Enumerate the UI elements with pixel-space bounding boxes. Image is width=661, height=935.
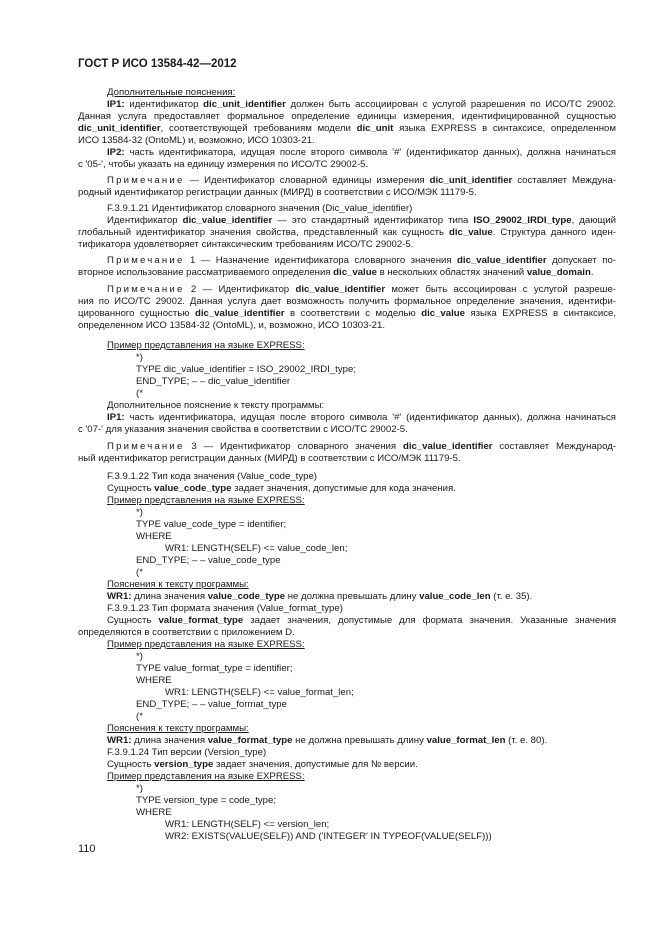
example-heading: Пример представления на языке EXPRESS:	[107, 495, 305, 506]
code-line: WR1: LENGTH(SELF) <= value_format_len;	[165, 687, 354, 698]
note-line: родный идентификатор регистрации данных (МИРД) в соответствии с ИСО/МЭК 11179-5.	[78, 187, 477, 198]
explanation-heading: Дополнительное пояснение к тексту программы:	[107, 400, 325, 411]
explanation-heading: Пояснения к тексту программы:	[107, 579, 249, 590]
code-line: WHERE	[136, 675, 172, 686]
ip2-line: IP2: часть идентификатора, идущая после второго символа '#' (идентификатор данных), должна начинаться	[107, 147, 616, 158]
code-line: WR1: LENGTH(SELF) <= version_len;	[165, 819, 330, 830]
text-line: тификатора удовлетворяет синтаксическим требованиям ИСО/ТС 29002-5.	[78, 239, 414, 250]
note-line: вторное использование рассматриваемого определения dic_value в нескольких областях значений value_domain.	[78, 267, 594, 278]
section-title: F.3.9.1.23 Тип формата значения (Value_format_type)	[107, 603, 343, 614]
note-line: цированного сущностью dic_value_identifier в соответствии с моделью dic_value языка EXPRESS в синтаксисе,	[78, 308, 616, 319]
note-line: Примечание 3 — Идентификатор словарного значения dic_value_identifier составляет Международ-	[107, 441, 616, 452]
text-line: dic_unit_identifier, соответствующей требованиям модели dic_unit языка EXPRESS в синтаксисе, определенном	[78, 123, 616, 134]
page-number: 110	[78, 843, 96, 855]
code-line: WR2: EXISTS(VALUE(SELF)) AND ('INTEGER' IN TYPEOF(VALUE(SELF)))	[165, 831, 492, 842]
text-line: Сущность value_code_type задает значения, допустимые для кода значения.	[107, 483, 456, 494]
text-line: Идентификатор dic_value_identifier — это стандартный идентификатор типа ISO_29002_IRDI_type, дающий	[107, 215, 616, 226]
wr1-line: WR1: длина значения value_code_type не должна превышать длину value_code_len (т. е. 35).	[107, 591, 533, 602]
section-title: F.3.9.1.21 Идентификатор словарного значения (Dic_value_identifier)	[107, 203, 413, 214]
section-title: F.3.9.1.24 Тип версии (Version_type)	[107, 747, 267, 758]
example-heading: Пример представления на языке EXPRESS:	[107, 771, 305, 782]
text-line: Сущность value_format_type задает значения, допустимые для формата значения. Указанные значения	[107, 615, 617, 626]
note-line: Примечание 1 — Назначение идентификатора словарного значения dic_value_identifier допускает по-	[107, 255, 617, 266]
ip1-line: IP1: часть идентификатора, идущая после второго символа '#' (идентификатор данных), должна начинаться	[107, 412, 616, 423]
note-line: Примечание — Идентификатор словарной единицы измерения dic_unit_identifier составляет Междуна-	[107, 175, 616, 186]
code-line: WR1: LENGTH(SELF) <= value_code_len;	[165, 543, 348, 554]
text-line: определяются в соответствии с приложением D.	[78, 627, 295, 638]
text-line: с '05-', чтобы указать на единицу измерения по ИСО/ТС 29002-5.	[78, 159, 369, 170]
text-line: ИСО 13584-32 (OntoML) и, возможно, ИСО 10303-21.	[78, 135, 315, 146]
section-title: F.3.9.1.22 Тип кода значения (Value_code_type)	[107, 471, 317, 482]
example-heading: Пример представления на языке EXPRESS:	[107, 639, 305, 650]
example-heading: Пример представления на языке EXPRESS:	[107, 340, 305, 351]
code-line: *)	[136, 507, 143, 518]
text-line: Сущность version_type задает значения, допустимые для № версии.	[107, 759, 418, 770]
code-line: TYPE version_type = code_type;	[136, 795, 276, 806]
ip1-line: IP1: идентификатор dic_unit_identifier должен быть ассоциирован с услугой разрешения по ИСО/ТС 29002.	[107, 99, 617, 110]
code-line: WHERE	[136, 807, 172, 818]
code-line: TYPE value_code_type = identifier;	[136, 519, 287, 530]
code-line: TYPE dic_value_identifier = ISO_29002_IRDI_type;	[136, 364, 356, 375]
code-line: *)	[136, 783, 143, 794]
code-line: *)	[136, 651, 143, 662]
code-line: END_TYPE; – – value_code_type	[136, 555, 281, 566]
code-line: END_TYPE; – – value_format_type	[136, 699, 287, 710]
note-line: Примечание 2 — Идентификатор dic_value_identifier может быть ассоциирован с услугой разреше-	[107, 284, 616, 295]
page-header-title: ГОСТ Р ИСО 13584-42—2012	[78, 58, 237, 70]
note-line: ный идентификатор регистрации данных (МИРД) в соответствии с ИСО/МЭК 11179-5.	[78, 453, 461, 464]
text-line: Данная услуга предоставляет формальное определение единицы измерения, идентифицированной сущностью	[78, 111, 616, 122]
code-line: (*	[136, 711, 143, 722]
code-line: WHERE	[136, 531, 172, 542]
code-line: (*	[136, 388, 143, 399]
explanation-heading: Пояснения к тексту программы:	[107, 723, 249, 734]
code-line: END_TYPE; – – dic_value_identifier	[136, 376, 291, 387]
code-line: TYPE value_format_type = identifier;	[136, 663, 293, 674]
note-line: ния по ИСО/ТС 29002. Данная услуга дает возможность получить формальное определение значения, идентифи-	[78, 296, 616, 307]
wr1-line: WR1: длина значения value_format_type не должна превышать длину value_format_len (т. е. 80).	[107, 735, 548, 746]
code-line: *)	[136, 352, 143, 363]
additional-notes-heading: Дополнительные пояснения:	[107, 87, 236, 98]
text-line: глобальный идентификатор значения свойства, представленный как сущность dic_value. Структура данного иден-	[78, 227, 617, 238]
note-line: определенном ИСО 13584-32 (OntoML), и, возможно, ИСО 10303-21.	[78, 320, 385, 331]
code-line: (*	[136, 567, 143, 578]
text-line: с '07-' для указания значения свойства в соответствии с ИСО/ТС 29002-5.	[78, 424, 408, 435]
